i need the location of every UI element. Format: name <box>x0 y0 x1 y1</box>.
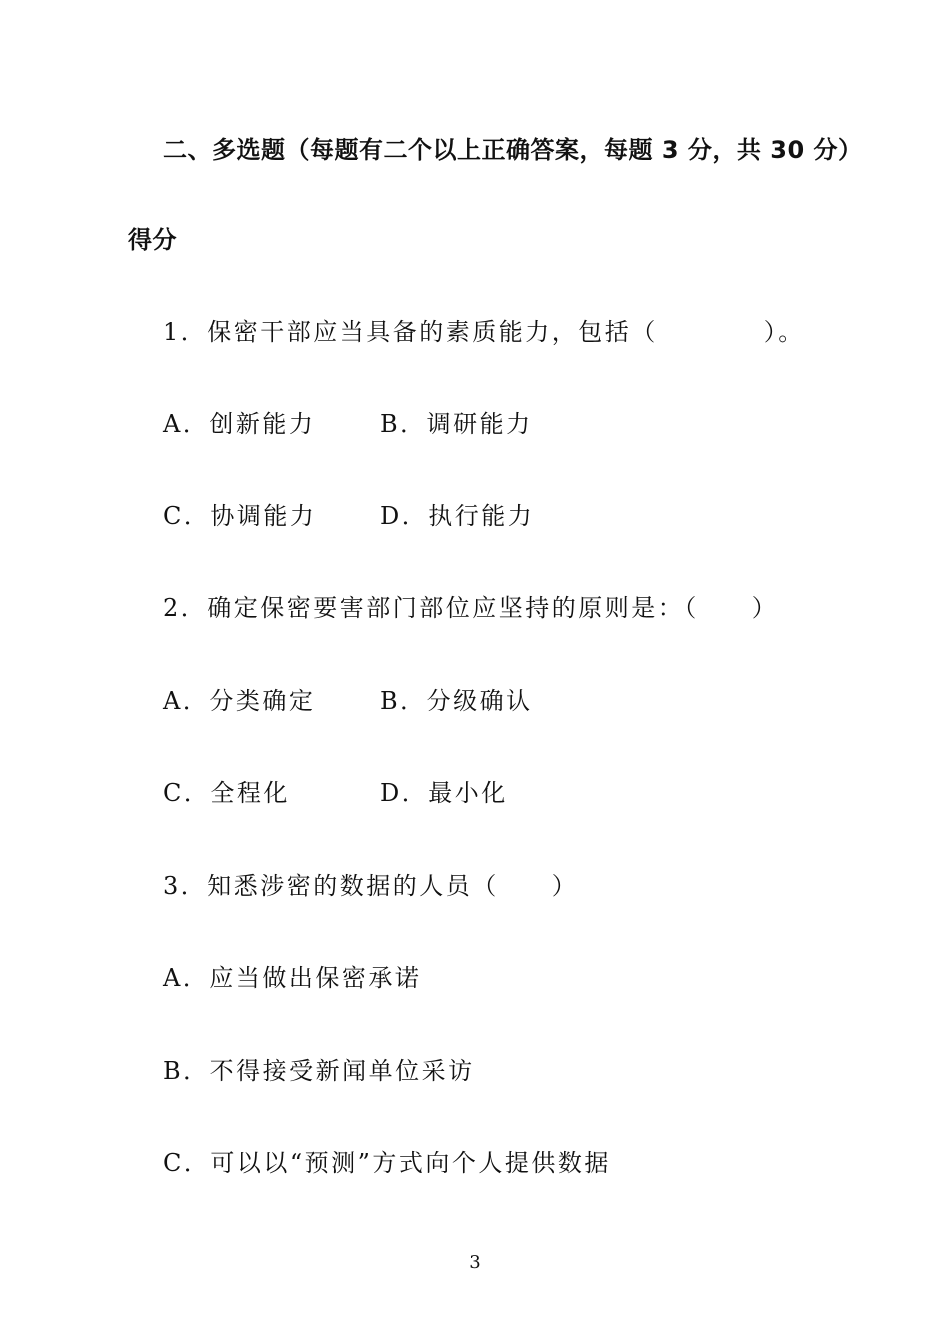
score-label: 得分 <box>128 226 177 254</box>
question-2-options-row-2 <box>163 781 663 811</box>
section-title: 二、多选题（每题有二个以上正确答案，每题 3 分，共 30 分） <box>163 136 863 164</box>
page-number: 3 <box>469 1252 481 1273</box>
question-2-option-a: A．分类确定 <box>163 687 316 715</box>
question-2-option-b: B．分级确认 <box>380 687 533 715</box>
question-3-option-c: C．可以以“预测”方式向个人提供数据 <box>163 1149 611 1177</box>
question-2-options-row-1 <box>163 689 663 719</box>
question-1-options-row-1 <box>163 412 663 442</box>
question-1-options-row-2 <box>163 504 663 534</box>
question-3-option-a: A．应当做出保密承诺 <box>163 964 422 992</box>
question-2-option-c: C．全程化 <box>163 779 290 807</box>
question-3-option-b: B．不得接受新闻单位采访 <box>163 1057 475 1085</box>
question-1-option-a: A．创新能力 <box>163 410 316 438</box>
question-2-option-d: D．最小化 <box>380 779 508 807</box>
question-1-option-b: B．调研能力 <box>380 410 533 438</box>
question-1-text: 1．保密干部应当具备的素质能力，包括（ ）。 <box>163 318 805 346</box>
question-1-option-c: C．协调能力 <box>163 502 317 530</box>
question-3-text: 3．知悉涉密的数据的人员（ ） <box>163 872 579 900</box>
question-2-text: 2．确定保密要害部门部位应坚持的原则是：（ ） <box>163 594 779 622</box>
question-1-option-d: D．执行能力 <box>380 502 535 530</box>
